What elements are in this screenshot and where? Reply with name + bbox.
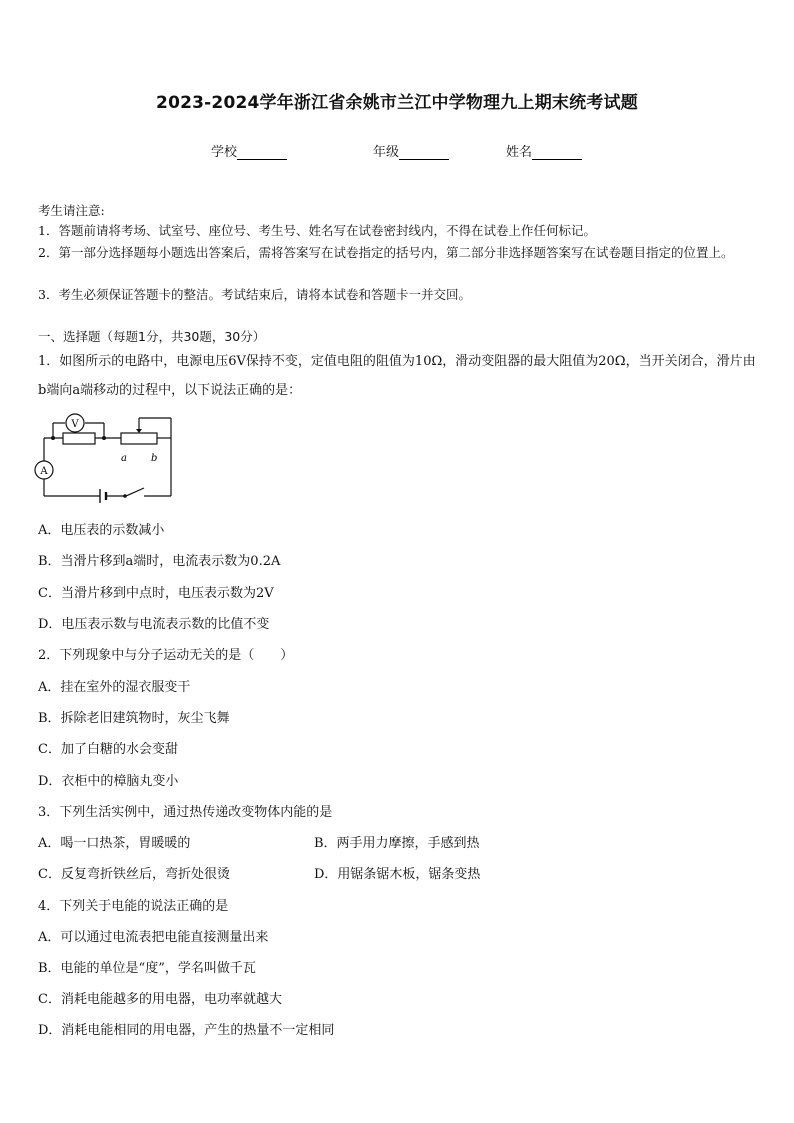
voltmeter-label: V [71, 419, 79, 430]
exam-title: 2023-2024学年浙江省余姚市兰江中学物理九上期末统考试题 [156, 93, 638, 113]
q2-option-c: C．加了白糖的水会变甜 [38, 742, 178, 757]
q2-option-b: B．拆除老旧建筑物时，灰尘飞舞 [38, 711, 230, 726]
q4-option-d: D．消耗电能相同的用电器，产生的热量不一定相同 [38, 1023, 335, 1038]
grade-label: 年级 [373, 145, 400, 160]
q2-option-a: A．挂在室外的湿衣服变干 [38, 680, 191, 695]
q3-option-c: C．反复弯折铁丝后，弯折处很烫 [38, 867, 230, 882]
q4-option-b: B．电能的单位是“度”，学名叫做千瓦 [38, 961, 256, 976]
q1-option-a: A．电压表的示数减小 [38, 523, 165, 538]
grade-field [373, 141, 449, 160]
school-label: 学校 [211, 145, 238, 160]
school-field [211, 141, 287, 160]
q4-option-a: A．可以通过电流表把电能直接测量出来 [38, 930, 269, 945]
notice-item-3: 3．考生必须保证答题卡的整洁。考试结束后，请将本试卷和答题卡一并交回。 [38, 287, 471, 302]
rheostat [121, 433, 157, 444]
name-field [506, 141, 582, 160]
question-4-stem: 4．下列关于电能的说法正确的是 [38, 899, 229, 914]
section-title: 一、选择题（每题1分，共30题，30分） [38, 329, 266, 344]
name-blank[interactable] [532, 145, 582, 160]
q1-option-c: C．当滑片移到中点时，电压表示数为2V [38, 586, 274, 601]
notice-item-1: 1．答题前请将考场、试室号、座位号、考生号、姓名写在试卷密封线内，不得在试卷上作任何标记。 [38, 223, 596, 238]
q1-option-d: D．电压表示数与电流表示数的比值不变 [38, 617, 270, 632]
q1-option-b: B．当滑片移到a端时，电流表示数为0.2A [38, 554, 281, 569]
circuit-diagram [34, 407, 179, 507]
q3-option-d: D．用锯条锯木板，锯条变热 [314, 867, 481, 882]
name-label: 姓名 [506, 145, 533, 160]
school-blank[interactable] [237, 145, 287, 160]
notice-heading: 考生请注意: [38, 203, 105, 218]
q3-option-a: A．喝一口热茶，胃暖暖的 [38, 836, 191, 851]
question-3-stem: 3．下列生活实例中，通过热传递改变物体内能的是 [38, 805, 333, 820]
grade-blank[interactable] [399, 145, 449, 160]
terminal-b-label: b [151, 453, 158, 464]
notice-item-2: 2．第一部分选择题每小题选出答案后，需将答案写在试卷指定的括号内，第二部分非选择题答案写在试卷题目指定的位置上。 [38, 245, 734, 260]
fixed-resistor [63, 433, 95, 444]
q2-option-d: D．衣柜中的樟脑丸变小 [38, 774, 179, 789]
q3-option-b: B．两手用力摩擦，手感到热 [314, 836, 480, 851]
ammeter-label: A [40, 466, 48, 477]
q4-option-c: C．消耗电能越多的用电器，电功率就越大 [38, 992, 282, 1007]
question-2-stem: 2．下列现象中与分子运动无关的是（ ） [38, 648, 294, 663]
terminal-a-label: a [121, 453, 127, 464]
question-1-stem: 1．如图所示的电路中，电源电压6V保持不变，定值电阻的阻值为10Ω，滑动变阻器的最大阻值为20Ω，当开关闭合，滑片由b端向a端移动的过程中，以下说法正确的是： [38, 354, 756, 398]
